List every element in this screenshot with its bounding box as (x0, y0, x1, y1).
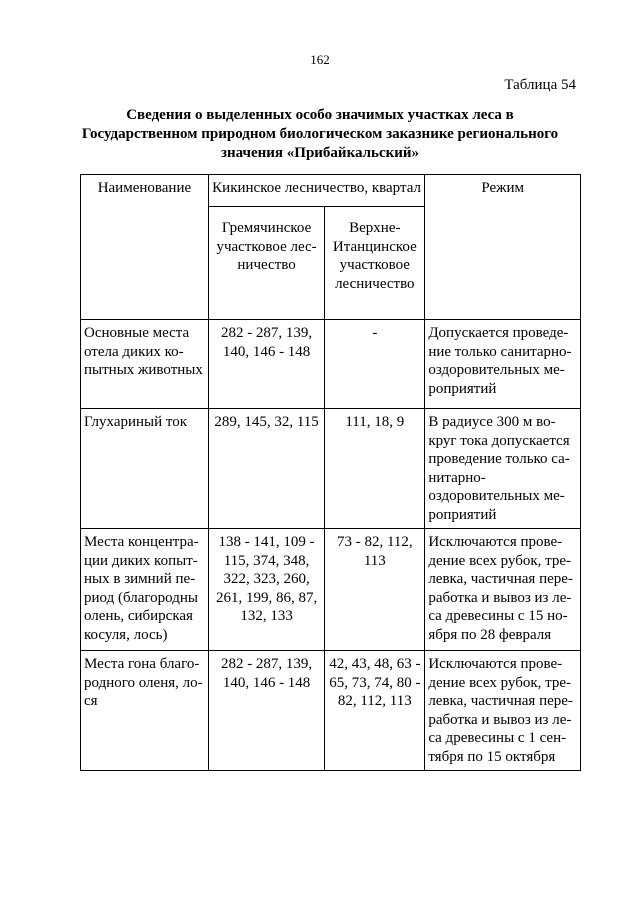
row-verkhne-itantsinskoe: 73 - 82, 112, 113 (325, 529, 425, 651)
row-verkhne-itantsinskoe: - (325, 320, 425, 409)
row-regime: В радиусе 300 м во- круг тока допускается проведение только са- нитарно- оздоровительных ме- роприятий (425, 409, 581, 529)
row-gremyachinskoe: 138 - 141, 109 - 115, 374, 348, 322, 323, 260, 261, 199, 86, 87, 132, 133 (208, 529, 324, 651)
table-row (81, 529, 581, 651)
row-name: Места концентра- ции диких копыт- ных в зимний пе- риод (благородны олень, сибирская косуля, лось) (81, 529, 209, 651)
table-label: Таблица 54 (504, 77, 576, 93)
header-verkhne-itantsinskoe: Верхне- Итанцинское участковое лесничество (325, 207, 425, 320)
row-verkhne-itantsinskoe: 42, 43, 48, 63 - 65, 73, 74, 80 - 82, 112, 113 (325, 651, 425, 771)
table-row (81, 320, 581, 409)
row-regime: Допускается проведе- ние только санитарно- оздоровительных ме- роприятий (425, 320, 581, 409)
row-regime: Исключаются прове- дение всех рубок, тре- левка, частичная пере- работка и вывоз из ле- са древесины с 15 но- ября по 28 февраля (425, 529, 581, 651)
page-number: 162 (310, 52, 330, 67)
title-line-2: Государственном природном биологическом заказнике регионального (81, 126, 559, 142)
row-verkhne-itantsinskoe: 111, 18, 9 (325, 409, 425, 529)
header-forestry: Кикинское лесничество, квартал (208, 175, 424, 207)
title-line-3: значения «Прибайкальский» (220, 145, 420, 161)
document-title (60, 106, 580, 163)
data-table (80, 174, 581, 771)
row-regime: Исключаются прове- дение всех рубок, тре- левка, частичная пере- работка и вывоз из ле- са древесины с 1 сен- тября по 15 октября (425, 651, 581, 771)
row-gremyachinskoe: 282 - 287, 139, 140, 146 - 148 (208, 651, 324, 771)
table-header-row (81, 175, 581, 207)
row-gremyachinskoe: 289, 145, 32, 115 (208, 409, 324, 529)
title-line-1: Сведения о выделенных особо значимых участках леса в (126, 107, 514, 123)
header-name: Наименование (81, 175, 209, 320)
header-regime: Режим (425, 175, 581, 320)
row-name: Основные места отела диких ко- пытных животных (81, 320, 209, 409)
row-name: Места гона благо- родного оленя, ло- ся (81, 651, 209, 771)
table-row (81, 651, 581, 771)
row-gremyachinskoe: 282 - 287, 139, 140, 146 - 148 (208, 320, 324, 409)
row-name: Глухариный ток (81, 409, 209, 529)
table-row (81, 409, 581, 529)
header-gremyachinskoe: Гремячинское участковое лес- ничество (208, 207, 324, 320)
